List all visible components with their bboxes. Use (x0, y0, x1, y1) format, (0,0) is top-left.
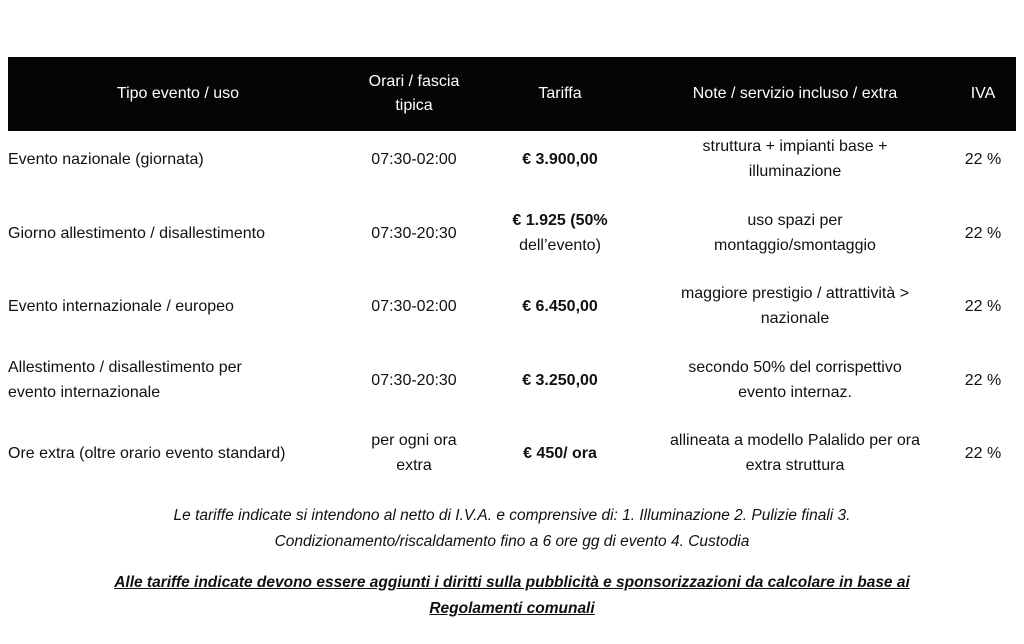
cell-rate-text: € 3.900,00 (522, 150, 598, 168)
cell-notes (640, 134, 950, 184)
cell-hours (348, 280, 480, 332)
header-hours (348, 57, 480, 131)
cell-type (8, 354, 348, 406)
cell-type (8, 134, 348, 184)
cell-rate-text: € 450/ ora (523, 444, 597, 462)
cell-type (8, 207, 348, 259)
cell-notes (640, 354, 950, 406)
cell-rate-line1: € 1.925 (50% (512, 212, 608, 229)
cell-type-text: Giorno allestimento / disallestimento (8, 224, 266, 242)
cell-type-line2: evento internazionale (8, 384, 161, 401)
cell-notes-line1: secondo 50% del corrispettivo (688, 359, 902, 376)
cell-rate (480, 134, 640, 184)
cell-hours-text: 07:30-02:00 (371, 150, 457, 168)
tariff-footnote (0, 503, 1024, 555)
cell-notes (640, 280, 950, 332)
cell-rate-text: € 6.450,00 (522, 297, 598, 315)
table-row (8, 280, 1016, 332)
advertising-rights-note-line1: Alle tariffe indicate devono essere aggiunti i diritti sulla pubblicità e sponsorizzazioni da calcolare in base ai (114, 574, 910, 591)
cell-rate (480, 427, 640, 479)
cell-hours-text: 07:30-20:30 (371, 224, 457, 242)
cell-type (8, 280, 348, 332)
advertising-rights-note (0, 570, 1024, 622)
cell-hours-line1: per ogni ora (371, 432, 457, 449)
cell-type-line1: Allestimento / disallestimento per (8, 359, 242, 376)
cell-rate-text: € 3.250,00 (522, 371, 598, 389)
cell-notes-line1: struttura + impianti base + (702, 138, 888, 155)
cell-notes (640, 427, 950, 479)
cell-notes-line2: montaggio/smontaggio (714, 237, 876, 254)
cell-rate-line2: dell’evento) (519, 237, 601, 254)
cell-iva: 22 % (964, 371, 1002, 389)
cell-hours-line2: extra (396, 457, 432, 474)
cell-notes-line1: maggiore prestigio / attrattività > (680, 285, 910, 302)
advertising-rights-note-line2: Regolamenti comunali (429, 600, 595, 617)
table-row (8, 427, 1016, 479)
table-row (8, 134, 1016, 184)
cell-notes-line2: nazionale (760, 310, 830, 327)
table-row (8, 207, 1016, 259)
cell-iva: 22 % (964, 297, 1002, 315)
cell-type (8, 427, 348, 479)
cell-type-text: Evento internazionale / europeo (8, 297, 234, 315)
cell-notes-line2: extra struttura (745, 457, 845, 474)
cell-rate (480, 207, 640, 259)
header-hours-line1: Orari / fascia (368, 73, 460, 90)
cell-iva: 22 % (964, 150, 1002, 168)
cell-rate (480, 354, 640, 406)
cell-hours (348, 354, 480, 406)
cell-notes-line1: allineata a modello Palalido per ora (670, 432, 920, 449)
tariff-footnote-line2: Condizionamento/riscaldamento fino a 6 ore gg di evento 4. Custodia (274, 533, 750, 550)
header-rate: Tariffa (538, 85, 582, 102)
tariff-footnote-line1: Le tariffe indicate si intendono al netto di I.V.A. e comprensive di: 1. Illuminazione 2. Pulizie finali 3. (173, 507, 851, 524)
cell-hours-text: 07:30-20:30 (371, 371, 457, 389)
header-type: Tipo evento / uso (116, 85, 240, 102)
cell-notes-line2: evento internaz. (738, 384, 852, 401)
table-row (8, 354, 1016, 406)
cell-iva: 22 % (964, 444, 1002, 462)
cell-rate (480, 280, 640, 332)
header-notes: Note / servizio incluso / extra (692, 85, 898, 102)
header-iva: IVA (970, 85, 996, 102)
cell-notes-line2: illuminazione (748, 163, 842, 180)
cell-hours (348, 427, 480, 479)
header-hours-line2: tipica (395, 97, 433, 114)
cell-iva: 22 % (964, 224, 1002, 242)
cell-hours (348, 207, 480, 259)
cell-notes (640, 207, 950, 259)
cell-type-text: Evento nazionale (giornata) (8, 150, 204, 168)
cell-type-text: Ore extra (oltre orario evento standard) (8, 444, 286, 462)
cell-hours-text: 07:30-02:00 (371, 297, 457, 315)
table-header (8, 57, 1016, 131)
cell-notes-line1: uso spazi per (747, 212, 843, 229)
cell-hours (348, 134, 480, 184)
